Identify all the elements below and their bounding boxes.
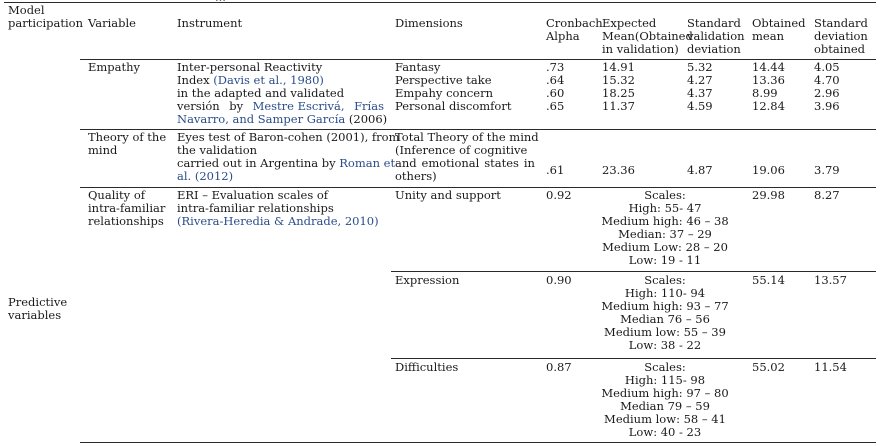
instrument-theory-of-mind: Eyes test of Baron-cohen (2001), from the validation carried out in Argentina by Roman et al. (2012) bbox=[177, 130, 400, 183]
variable-theory-of-mind: Theory of the mind bbox=[88, 130, 167, 157]
expression-sd-obtained: 13.57 bbox=[814, 273, 847, 287]
empathy-sd-validation: 5.32 4.27 4.37 4.59 bbox=[687, 60, 713, 113]
difficulties-obtained-mean: 55.02 bbox=[752, 360, 785, 374]
rule-after-unity bbox=[391, 271, 876, 272]
dim-perspective-take: Perspective take bbox=[395, 73, 492, 87]
header-dimensions: Dimensions bbox=[395, 16, 463, 30]
empathy-obtained-mean: 14.44 13.36 8.99 12.84 bbox=[752, 60, 785, 113]
tom-sd-validation: 4.87 bbox=[687, 163, 713, 177]
bottom-rule bbox=[80, 442, 876, 443]
rule-after-expression bbox=[391, 358, 876, 359]
unity-obtained-mean: 29.98 bbox=[752, 188, 785, 202]
tom-alpha: .61 bbox=[546, 163, 565, 177]
tom-obtained-mean: 19.06 bbox=[752, 163, 785, 177]
dim-fantasy: Fantasy bbox=[395, 60, 441, 74]
difficulties-sd-obtained: 11.54 bbox=[814, 360, 847, 374]
header-variable: Variable bbox=[88, 16, 136, 30]
empathy-expected: 14.91 15.32 18.25 11.37 bbox=[602, 60, 635, 113]
variable-empathy: Empathy bbox=[88, 60, 141, 74]
variable-quality-intra-familiar: Quality of intra-familiar relationships bbox=[88, 188, 166, 228]
difficulties-alpha: 0.87 bbox=[546, 360, 572, 374]
header-expected-mean: Expected Mean(Obtained in validation) bbox=[602, 16, 693, 56]
tom-expected: 23.36 bbox=[602, 163, 635, 177]
empathy-alpha: .73 .64 .60 .65 bbox=[546, 60, 565, 113]
dim-personal-discomfort: Personal discomfort bbox=[395, 99, 512, 113]
dim-total-theory-of-mind: Total Theory of the mind (Inference of cognitive and emotional states in others) bbox=[395, 130, 539, 183]
tom-sd-obtained: 3.79 bbox=[814, 163, 840, 177]
empathy-sd-obtained: 4.05 4.70 2.96 3.96 bbox=[814, 60, 840, 113]
expression-alpha: 0.90 bbox=[546, 273, 572, 287]
instrument-eri: ERI – Evaluation scales of intra-familiar relationships (Rivera-Heredia & Andrade, 2010) bbox=[177, 188, 379, 228]
expression-scales: Scales: High: 110- 94 Medium high: 93 – 77 Median 76 – 56 Medium low: 55 – 39 Low: 38 - 22 bbox=[601, 273, 729, 352]
unity-scales: Scales: High: 55- 47 Medium high: 46 – 38 Median: 37 – 29 Medium Low: 28 – 20 Low: 19 - 11 bbox=[601, 188, 729, 267]
dim-unity-support: Unity and support bbox=[395, 188, 501, 202]
instrument-empathy: Inter-personal Reactivity Index (Davis et al., 1980) in the adapted and validated versión by Mestre Escrivá, Frías Navarro, and Samper García (2006) bbox=[177, 60, 388, 126]
unity-alpha: 0.92 bbox=[546, 188, 572, 202]
header-sd-validation: Standard validation deviation bbox=[687, 16, 745, 56]
top-rule bbox=[4, 2, 876, 3]
header-obtained-mean: Obtained mean bbox=[752, 16, 806, 43]
header-cronbach-alpha: Cronbach Alpha bbox=[546, 16, 603, 43]
header-model-participation: Model participation bbox=[8, 3, 83, 30]
model-participation-label: Predictive variables bbox=[8, 295, 68, 322]
expression-obtained-mean: 55.14 bbox=[752, 273, 785, 287]
difficulties-scales: Scales: High: 115- 98 Medium high: 97 – 80 Median 79 – 59 Medium low: 58 – 41 Low: 40 - 23 bbox=[601, 360, 729, 439]
dim-empathy-concern: Empahy concern bbox=[395, 86, 493, 100]
header-sd-obtained: Standard deviation obtained bbox=[814, 16, 868, 56]
dim-difficulties: Difficulties bbox=[395, 360, 459, 374]
empathy-dimensions bbox=[395, 61, 511, 113]
header-instrument: Instrument bbox=[177, 16, 243, 30]
dim-expression: Expression bbox=[395, 273, 460, 287]
unity-sd-obtained: 8.27 bbox=[814, 188, 840, 202]
